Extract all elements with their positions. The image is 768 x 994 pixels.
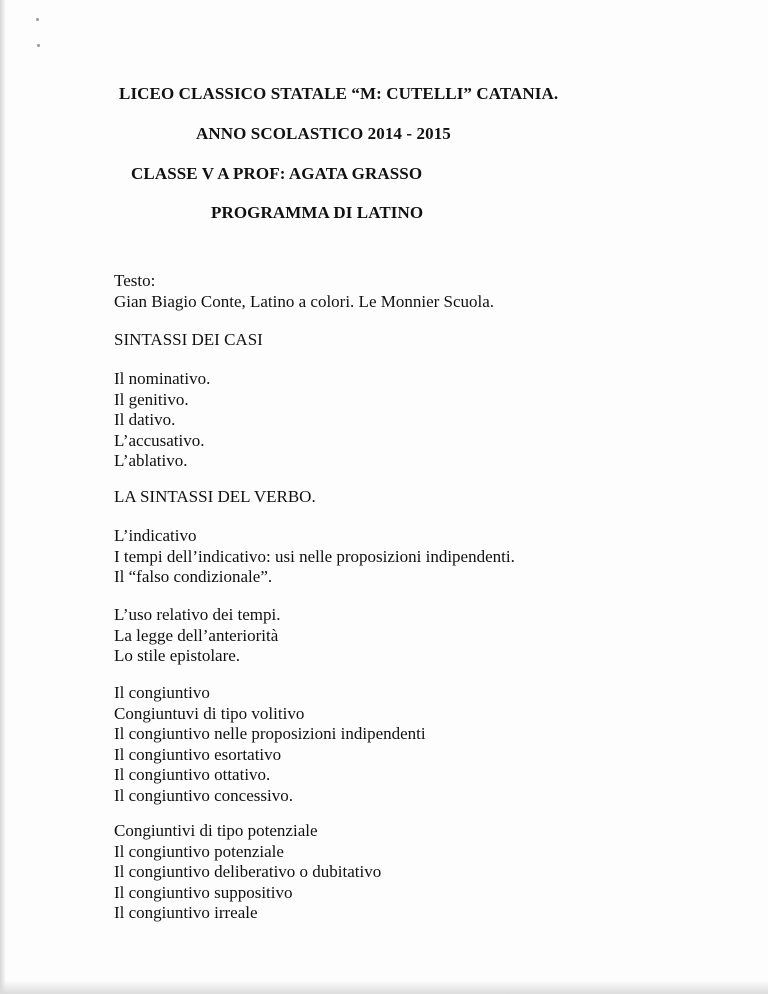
list-item: L’indicativo bbox=[114, 526, 197, 545]
list-congiuntivo bbox=[114, 683, 426, 806]
list-item: L’accusativo. bbox=[114, 430, 205, 450]
list-uso-tempi bbox=[114, 605, 281, 667]
list-item: Il congiuntivo nelle proposizioni indipendenti bbox=[114, 724, 426, 743]
scan-speck bbox=[37, 44, 40, 47]
list-item: Lo stile epistolare. bbox=[114, 646, 241, 665]
list-item: Il “falso condizionale”. bbox=[114, 567, 273, 586]
list-indicativo bbox=[114, 526, 515, 588]
list-item: Il dativo. bbox=[114, 410, 176, 429]
list-item: Il genitivo. bbox=[114, 389, 189, 409]
section-title-sintassi-casi bbox=[114, 330, 263, 351]
list-item: La legge dell’anteriorità bbox=[114, 625, 279, 645]
list-item: I tempi dell’indicativo: usi nelle proposizioni indipendenti. bbox=[114, 546, 515, 566]
scan-bottom-shadow bbox=[0, 980, 768, 994]
list-item: Il congiuntivo deliberativo o dubitativo bbox=[114, 862, 382, 881]
school-year-heading: ANNO SCOLASTICO 2014 - 2015 bbox=[196, 124, 451, 143]
textbook-label: Testo: bbox=[114, 271, 156, 290]
program-heading: PROGRAMMA DI LATINO bbox=[211, 203, 424, 222]
list-sintassi-casi bbox=[114, 369, 210, 472]
list-item: Il congiuntivo ottativo. bbox=[114, 765, 271, 784]
textbook-title: Gian Biagio Conte, Latino a colori. Le Monnier Scuola. bbox=[114, 291, 495, 311]
list-item: L’ablativo. bbox=[114, 451, 188, 470]
list-item: Congiuntivi di tipo potenziale bbox=[114, 821, 318, 840]
section-title: SINTASSI DEI CASI bbox=[114, 330, 263, 349]
section-title-sintassi-verbo bbox=[114, 487, 316, 508]
list-potenziale bbox=[114, 821, 381, 924]
list-item: Il congiuntivo irreale bbox=[114, 903, 258, 922]
list-item: Congiuntuvi di tipo volitivo bbox=[114, 703, 305, 723]
scan-edge-shadow bbox=[0, 0, 6, 994]
list-item: L’uso relativo dei tempi. bbox=[114, 605, 281, 624]
list-item: Il nominativo. bbox=[114, 369, 211, 388]
textbook-reference bbox=[114, 271, 494, 312]
class-professor-heading: CLASSE V A PROF: AGATA GRASSO bbox=[131, 164, 423, 183]
school-heading: LICEO CLASSICO STATALE “M: CUTELLI” CATANIA. bbox=[119, 84, 559, 103]
section-title: LA SINTASSI DEL VERBO. bbox=[114, 487, 316, 506]
list-item: Il congiuntivo bbox=[114, 683, 210, 702]
list-item: Il congiuntivo esortativo bbox=[114, 744, 282, 764]
scan-speck bbox=[36, 18, 39, 21]
list-item: Il congiuntivo suppositivo bbox=[114, 882, 293, 902]
list-item: Il congiuntivo potenziale bbox=[114, 841, 284, 861]
list-item: Il congiuntivo concessivo. bbox=[114, 785, 293, 805]
